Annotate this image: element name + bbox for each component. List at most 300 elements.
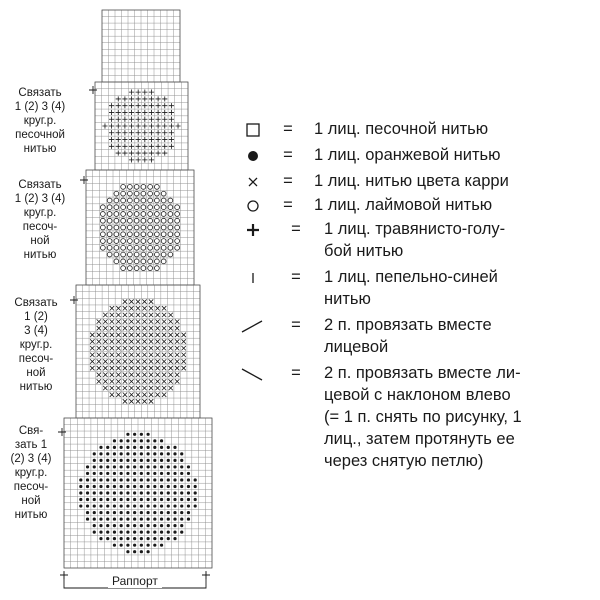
- ring-stitch: [134, 252, 139, 257]
- dot-stitch: [167, 478, 170, 481]
- ring-stitch: [121, 218, 126, 223]
- dot-stitch: [146, 544, 149, 547]
- dot-stitch: [93, 517, 96, 520]
- dot-stitch: [120, 491, 123, 494]
- cross-stitch: [97, 319, 101, 323]
- dot-stitch: [153, 478, 156, 481]
- dot-stitch: [167, 531, 170, 534]
- cross-stitch: [116, 306, 120, 310]
- side-note-1: Связать 1 (2) 3 (4) круг.р. песочной нитью: [14, 87, 66, 155]
- ring-stitch: [168, 205, 173, 210]
- dot-stitch: [167, 524, 170, 527]
- dot-stitch: [160, 531, 163, 534]
- side-note-4: Свя- зать 1 (2) 3 (4) круг.р. песоч- ной нитью: [10, 425, 52, 521]
- dot-stitch: [113, 498, 116, 501]
- dot-stitch: [140, 544, 143, 547]
- ring-stitch: [107, 245, 112, 250]
- dot-stitch: [113, 524, 116, 527]
- ring-stitch: [141, 198, 146, 203]
- dot-stitch: [187, 472, 190, 475]
- cross-stitch: [149, 339, 153, 343]
- dot-stitch: [93, 524, 96, 527]
- dot-stitch: [187, 504, 190, 507]
- legend-equals: =: [291, 364, 301, 382]
- cross-stitch: [116, 346, 120, 350]
- cross-stitch: [142, 373, 146, 377]
- dot-stitch: [99, 498, 102, 501]
- plus-stitch: [129, 96, 134, 101]
- cross-stitch: [155, 359, 159, 363]
- cross-stitch: [168, 313, 172, 317]
- dot-stitch: [93, 452, 96, 455]
- cross-stitch: [162, 346, 166, 350]
- dot-stitch: [140, 446, 143, 449]
- dot-stitch: [106, 498, 109, 501]
- plus-stitch: [129, 110, 134, 115]
- dot-stitch: [126, 485, 129, 488]
- plus-stitch: [116, 103, 121, 108]
- cross-stitch: [129, 333, 133, 337]
- ring-stitch: [127, 266, 132, 271]
- plus-stitch: [116, 110, 121, 115]
- dot-stitch: [180, 517, 183, 520]
- plus-stitch: [162, 96, 167, 101]
- ring-stitch: [141, 218, 146, 223]
- dot-stitch: [153, 544, 156, 547]
- dot-stitch: [99, 446, 102, 449]
- dot-stitch: [86, 498, 89, 501]
- plus-stitch: [122, 103, 127, 108]
- cross-stitch: [116, 313, 120, 317]
- cross-stitch: [136, 299, 140, 303]
- vertical-bar-icon: [242, 269, 264, 291]
- plus-stitch: [129, 103, 134, 108]
- cross-stitch: [155, 326, 159, 330]
- dot-stitch: [194, 504, 197, 507]
- dot-stitch: [160, 498, 163, 501]
- legend-text: 1 лиц. лаймовой нитью: [314, 196, 493, 214]
- cross-stitch: [162, 339, 166, 343]
- dot-stitch: [160, 517, 163, 520]
- cross-stitch: [142, 299, 146, 303]
- plus-stitch: [156, 130, 161, 135]
- ring-stitch: [127, 232, 132, 237]
- ring-stitch: [154, 252, 159, 257]
- cross-stitch: [129, 379, 133, 383]
- dot-stitch: [146, 498, 149, 501]
- cross-stitch: [110, 386, 114, 390]
- dot-stitch: [133, 452, 136, 455]
- ring-stitch: [154, 245, 159, 250]
- plus-stitch: [149, 150, 154, 155]
- ring-stitch: [148, 252, 153, 257]
- cross-stitch: [136, 386, 140, 390]
- plus-stitch: [122, 96, 127, 101]
- dot-stitch: [180, 459, 183, 462]
- dot-stitch: [146, 537, 149, 540]
- dot-stitch: [180, 524, 183, 527]
- dot-stitch: [180, 478, 183, 481]
- ring-stitch: [134, 218, 139, 223]
- plus-stitch: [169, 117, 174, 122]
- dot-stitch: [93, 498, 96, 501]
- plus-stitch: [169, 144, 174, 149]
- cross-stitch: [175, 379, 179, 383]
- ring-stitch: [114, 245, 119, 250]
- ring-stitch: [141, 259, 146, 264]
- cross-stitch: [142, 313, 146, 317]
- cross-stitch: [136, 326, 140, 330]
- ring-stitch: [168, 252, 173, 257]
- cross-stitch: [136, 346, 140, 350]
- plus-stitch: [109, 130, 114, 135]
- ring-stitch: [154, 266, 159, 271]
- dot-stitch: [160, 478, 163, 481]
- plus-stitch: [136, 137, 141, 142]
- legend-equals: =: [291, 220, 301, 238]
- dot-stitch: [180, 531, 183, 534]
- dot-stitch: [146, 446, 149, 449]
- cross-stitch: [162, 373, 166, 377]
- plus-stitch: [149, 110, 154, 115]
- dot-stitch: [167, 452, 170, 455]
- dot-stitch: [146, 517, 149, 520]
- dot-stitch: [153, 498, 156, 501]
- dot-stitch: [86, 504, 89, 507]
- cross-stitch: [142, 339, 146, 343]
- ring-stitch: [134, 212, 139, 217]
- ring-stitch: [127, 218, 132, 223]
- cross-stitch: [136, 359, 140, 363]
- dot-stitch: [133, 531, 136, 534]
- square-outline-icon: [242, 121, 264, 143]
- cross-stitch: [155, 319, 159, 323]
- dot-stitch: [153, 485, 156, 488]
- ring-stitch: [100, 225, 105, 230]
- dot-stitch: [99, 537, 102, 540]
- cross-stitch: [168, 346, 172, 350]
- legend-text: 1 лиц. песочной нитью: [314, 120, 489, 138]
- ring-stitch: [114, 191, 119, 196]
- dot-stitch: [106, 531, 109, 534]
- cross-stitch: [123, 353, 127, 357]
- dot-stitch: [106, 517, 109, 520]
- cross-stitch: [116, 319, 120, 323]
- dot-stitch: [160, 504, 163, 507]
- cross-stitch: [149, 333, 153, 337]
- rapport-label: Раппорт: [108, 574, 162, 588]
- cross-stitch: [129, 353, 133, 357]
- cross-stitch: [149, 399, 153, 403]
- dot-stitch: [153, 511, 156, 514]
- dot-stitch: [93, 472, 96, 475]
- cross-stitch: [123, 339, 127, 343]
- dot-stitch: [187, 465, 190, 468]
- dot-stitch: [126, 452, 129, 455]
- ring-stitch: [168, 232, 173, 237]
- dot-stitch: [160, 439, 163, 442]
- cross-stitch: [136, 353, 140, 357]
- cross-stitch: [162, 386, 166, 390]
- dot-stitch: [160, 544, 163, 547]
- cross-stitch: [110, 346, 114, 350]
- dot-stitch: [113, 511, 116, 514]
- cross-stitch: [116, 333, 120, 337]
- cross-stitch: [136, 379, 140, 383]
- ring-stitch: [100, 205, 105, 210]
- ring-stitch: [175, 205, 180, 210]
- ring-stitch: [148, 232, 153, 237]
- ring-stitch: [154, 212, 159, 217]
- dot-stitch: [86, 465, 89, 468]
- ring-stitch: [168, 198, 173, 203]
- legend-text: 2 п. провязать вместе лицевой: [324, 316, 492, 356]
- plus-stitch: [169, 110, 174, 115]
- dot-stitch: [146, 478, 149, 481]
- cross-stitch: [155, 313, 159, 317]
- dot-stitch: [140, 517, 143, 520]
- dot-stitch: [86, 511, 89, 514]
- cross-stitch: [162, 379, 166, 383]
- cross-stitch: [123, 359, 127, 363]
- dot-stitch: [133, 485, 136, 488]
- plus-stitch: [162, 110, 167, 115]
- cross-stitch: [181, 339, 185, 343]
- cross-stitch: [129, 386, 133, 390]
- cross-stitch: [168, 366, 172, 370]
- plus-stitch: [149, 103, 154, 108]
- dot-stitch: [140, 537, 143, 540]
- ring-stitch: [127, 225, 132, 230]
- ring-stitch: [141, 191, 146, 196]
- cross-stitch: [90, 339, 94, 343]
- dot-stitch: [93, 504, 96, 507]
- cross-stitch: [90, 353, 94, 357]
- plus-stitch: [122, 110, 127, 115]
- dot-stitch: [173, 498, 176, 501]
- dot-stitch: [126, 472, 129, 475]
- cross-stitch: [175, 333, 179, 337]
- cross-stitch: [103, 326, 107, 330]
- dot-stitch: [153, 465, 156, 468]
- ring-stitch: [168, 212, 173, 217]
- dot-stitch: [160, 537, 163, 540]
- dot-stitch: [146, 511, 149, 514]
- ring-stitch: [154, 225, 159, 230]
- plus-stitch: [149, 123, 154, 128]
- cross-stitch: [116, 353, 120, 357]
- dot-stitch: [140, 524, 143, 527]
- ring-stitch: [148, 239, 153, 244]
- dot-stitch: [126, 531, 129, 534]
- ring-stitch: [148, 205, 153, 210]
- dot-stitch: [160, 511, 163, 514]
- cross-stitch: [175, 346, 179, 350]
- cross-stitch: [103, 359, 107, 363]
- ring-stitch: [134, 191, 139, 196]
- ring-stitch: [114, 239, 119, 244]
- dot-stitch: [187, 517, 190, 520]
- dot-stitch: [153, 491, 156, 494]
- dot-stitch: [133, 524, 136, 527]
- plus-stitch: [109, 117, 114, 122]
- dot-stitch: [140, 459, 143, 462]
- dot-stitch: [140, 498, 143, 501]
- dot-stitch: [133, 537, 136, 540]
- ring-stitch: [107, 205, 112, 210]
- dot-stitch: [146, 472, 149, 475]
- dot-stitch: [126, 544, 129, 547]
- dot-stitch: [99, 524, 102, 527]
- ring-stitch: [107, 198, 112, 203]
- dot-stitch: [167, 491, 170, 494]
- dot-stitch: [180, 465, 183, 468]
- ring-stitch: [114, 259, 119, 264]
- plus-stitch: [149, 96, 154, 101]
- cross-stitch: [162, 393, 166, 397]
- plus-stitch: [136, 103, 141, 108]
- dot-stitch: [79, 498, 82, 501]
- dot-stitch: [120, 446, 123, 449]
- dot-stitch: [133, 433, 136, 436]
- dot-stitch: [167, 459, 170, 462]
- dot-stitch: [140, 491, 143, 494]
- dot-stitch: [99, 465, 102, 468]
- dot-stitch: [106, 511, 109, 514]
- dot-stitch: [120, 511, 123, 514]
- section-marker-icon: [89, 86, 97, 94]
- cross-stitch: [129, 373, 133, 377]
- cross-stitch: [162, 359, 166, 363]
- plus-stitch: [129, 130, 134, 135]
- ring-stitch: [141, 239, 146, 244]
- dot-stitch: [146, 452, 149, 455]
- plus-stitch: [122, 144, 127, 149]
- cross-stitch: [90, 359, 94, 363]
- cross-stitch: [110, 326, 114, 330]
- dot-stitch: [113, 446, 116, 449]
- dot-stitch: [160, 524, 163, 527]
- ring-stitch: [141, 245, 146, 250]
- cross-stitch: [142, 346, 146, 350]
- dot-stitch: [146, 504, 149, 507]
- dot-stitch: [126, 439, 129, 442]
- dot-stitch: [93, 485, 96, 488]
- cross-stitch: [123, 306, 127, 310]
- plus-stitch: [109, 144, 114, 149]
- dot-stitch: [180, 504, 183, 507]
- cross-stitch: [168, 359, 172, 363]
- ring-stitch: [121, 212, 126, 217]
- ring-stitch: [161, 232, 166, 237]
- ring-stitch: [134, 198, 139, 203]
- ring-stitch: [114, 198, 119, 203]
- ring-stitch: [148, 185, 153, 190]
- dot-stitch: [113, 531, 116, 534]
- ring-stitch: [107, 212, 112, 217]
- ring-stitch: [168, 239, 173, 244]
- dot-stitch: [99, 478, 102, 481]
- dot-stitch: [113, 537, 116, 540]
- dot-stitch: [140, 433, 143, 436]
- dot-stitch: [99, 459, 102, 462]
- cross-stitch: [110, 306, 114, 310]
- cross-stitch: [181, 359, 185, 363]
- dot-stitch: [146, 465, 149, 468]
- cross-stitch: [168, 353, 172, 357]
- cross-stitch: [149, 366, 153, 370]
- cross-stitch: [110, 393, 114, 397]
- dot-stitch: [86, 472, 89, 475]
- dot-stitch: [180, 472, 183, 475]
- dot-stitch: [133, 498, 136, 501]
- cross-stitch: [175, 353, 179, 357]
- dot-stitch: [106, 485, 109, 488]
- dot-stitch: [146, 459, 149, 462]
- dot-stitch: [133, 459, 136, 462]
- plus-stitch: [142, 103, 147, 108]
- dot-stitch: [160, 446, 163, 449]
- cross-stitch: [175, 373, 179, 377]
- plus-stitch: [149, 130, 154, 135]
- cross-stitch: [155, 333, 159, 337]
- rapport-plus-right-icon: [202, 571, 210, 579]
- dot-stitch: [126, 446, 129, 449]
- chart-section-dot: [64, 418, 212, 568]
- ring-stitch: [161, 239, 166, 244]
- ring-stitch: [114, 212, 119, 217]
- plus-stitch: [129, 150, 134, 155]
- dot-stitch: [173, 504, 176, 507]
- dot-stitch: [140, 511, 143, 514]
- chart-section-plus: [95, 82, 188, 170]
- circle-outline-icon: [242, 197, 264, 219]
- ring-stitch: [121, 245, 126, 250]
- plus-stitch: [162, 144, 167, 149]
- dot-stitch: [180, 491, 183, 494]
- cross-stitch: [110, 379, 114, 383]
- dot-stitch: [126, 524, 129, 527]
- cross-stitch: [136, 366, 140, 370]
- dot-stitch: [133, 544, 136, 547]
- dot-stitch: [167, 485, 170, 488]
- dot-stitch: [167, 472, 170, 475]
- dot-stitch: [146, 531, 149, 534]
- cross-stitch: [103, 313, 107, 317]
- dot-stitch: [79, 491, 82, 494]
- ring-stitch: [121, 266, 126, 271]
- cross-stitch: [103, 366, 107, 370]
- dot-stitch: [120, 472, 123, 475]
- dot-stitch: [160, 465, 163, 468]
- plus-stitch: [136, 90, 141, 95]
- ring-stitch: [100, 218, 105, 223]
- dot-stitch: [79, 478, 82, 481]
- ring-stitch: [148, 218, 153, 223]
- dot-stitch: [126, 491, 129, 494]
- dot-stitch: [120, 485, 123, 488]
- dot-stitch: [167, 504, 170, 507]
- cross-stitch: [149, 353, 153, 357]
- cross-stitch: [123, 333, 127, 337]
- cross-stitch: [136, 306, 140, 310]
- cross-stitch: [142, 393, 146, 397]
- ring-stitch: [134, 232, 139, 237]
- ring-stitch: [134, 239, 139, 244]
- plus-stitch: [122, 137, 127, 142]
- dot-stitch: [86, 485, 89, 488]
- plus-stitch: [142, 150, 147, 155]
